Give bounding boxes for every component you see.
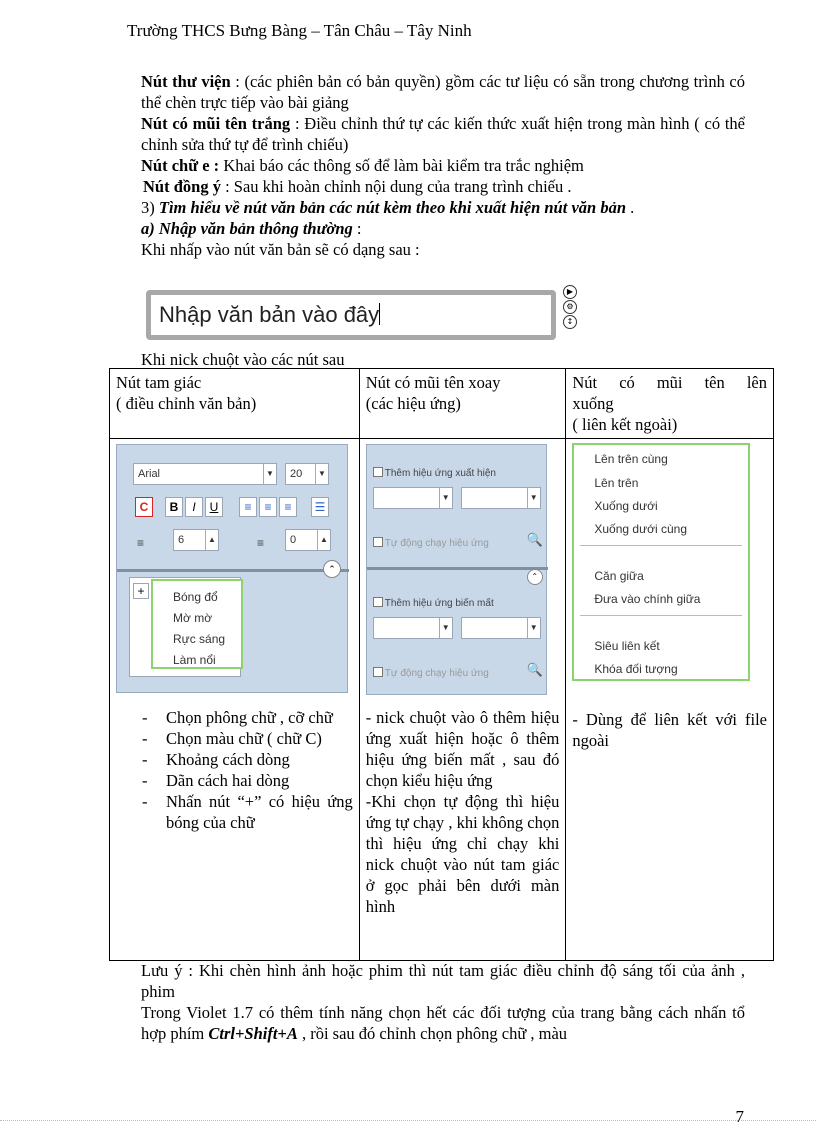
collapse-icon[interactable]: ⌃ xyxy=(323,560,341,578)
menu-item[interactable]: Khóa đối tượng xyxy=(594,662,678,676)
intro-block xyxy=(141,71,745,260)
rotate-notes: - nick chuột vào ô thêm hiệu ứng xuất hiện hoặc ô thêm hiệu ứng biến mất , sau đó chọn kiểu hiệu ứng -Khi chọn tự động thì hiệu ứng tự chạy , khi không chọn thì hiệu ứng chỉ chạy khi nick chuột vào nút tam giác ở gọc phải bên dưới màn hình xyxy=(365,708,560,916)
play-icon[interactable]: ▶ xyxy=(563,285,577,299)
cell-triangle xyxy=(110,439,360,961)
page-header: Trường THCS Bưng Bàng – Tân Châu – Tây Ninh xyxy=(127,21,472,40)
menu-item[interactable]: Mờ mờ xyxy=(173,611,213,625)
menu-item[interactable]: Bóng đổ xyxy=(173,590,218,604)
effects-panel xyxy=(366,444,547,695)
size-select[interactable]: 20 ▼ xyxy=(285,463,329,485)
bold-button[interactable]: B xyxy=(165,497,183,517)
buttons-table xyxy=(109,368,774,961)
cell-updown xyxy=(566,439,774,961)
menu-item[interactable]: Xuống dưới cùng xyxy=(594,522,687,536)
note: Lưu ý : Khi chèn hình ảnh hoặc phim thì nút tam giác điều chỉnh độ sáng tối của ảnh , phim xyxy=(141,961,745,1001)
menu-item[interactable]: Rực sáng xyxy=(173,632,226,646)
nick-instruction: Khi nick chuột vào các nút sau xyxy=(141,350,345,369)
disappear-effect-checkbox[interactable]: Thêm hiệu ứng biến mất xyxy=(373,593,494,614)
violet-tip: Trong Violet 1.7 có thêm tính năng chọn hết các đối tượng của trang bằng cách nhấn tổ hợp phím Ctrl+Shift+A , rồi sau đó chỉnh chọn phông chữ , màu xyxy=(141,1003,745,1043)
arrange-menu xyxy=(572,443,750,681)
appear-effect-checkbox[interactable]: Thêm hiệu ứng xuất hiện xyxy=(373,463,496,484)
paragraph-spacing-icon: ≡ xyxy=(257,536,265,550)
intro-white-arrow: Nút có mũi tên trắng : Điều chỉnh thứ tự các kiến thức xuất hiện trong màn hình ( có thể chỉnh sửa thứ tự để trình chiếu) xyxy=(141,114,745,154)
list-item: - Dãn cách hai dòng xyxy=(138,770,353,791)
settings-icon[interactable]: ⚙ xyxy=(563,300,577,314)
menu-item[interactable]: Siêu liên kết xyxy=(594,639,660,653)
text-format-panel xyxy=(116,444,348,693)
list-item: - Chọn màu chữ ( chữ C) xyxy=(138,728,353,749)
auto-run-checkbox-2[interactable]: Tự động chạy hiệu ứng xyxy=(373,663,489,684)
note-block xyxy=(141,960,745,1044)
intro-ok-button: Nút đồng ý : Sau khi hoàn chỉnh nội dung của trang trình chiếu . xyxy=(143,177,572,196)
footer-divider xyxy=(0,1120,816,1121)
section-3-title: 3) Tìm hiểu về nút văn bản các nút kèm theo khi xuất hiện nút văn bản . xyxy=(141,198,635,217)
preview-icon[interactable]: 🔍 xyxy=(526,532,543,547)
intro-e-button: Nút chữ e : Khai báo các thông số để làm bài kiểm tra trắc nghiệm xyxy=(141,156,584,175)
appear-speed-select[interactable]: ▼ xyxy=(461,487,541,509)
italic-button[interactable]: I xyxy=(185,497,203,517)
list-item: - Khoảng cách dòng xyxy=(138,749,353,770)
menu-item[interactable]: Xuống dưới xyxy=(594,499,658,513)
divider xyxy=(367,567,548,570)
font-select[interactable]: Arial ▼ xyxy=(133,463,277,485)
click-instruction: Khi nhấp vào nút văn bản sẽ có dạng sau : xyxy=(141,240,420,259)
table-body-row xyxy=(110,439,774,961)
line-spacing-icon: ≡ xyxy=(137,536,145,550)
align-center-icon[interactable]: ≡ xyxy=(259,497,277,517)
cell-rotate xyxy=(359,439,566,961)
divider xyxy=(580,615,742,616)
updown-note: - Dùng để liên kết với file ngoài xyxy=(572,710,767,750)
demo-text: Nhập văn bản vào đây xyxy=(159,302,380,327)
table-header-row xyxy=(110,369,774,439)
intro-library: Nút thư viện : (các phiên bản có bản quyền) gồm các tư liệu có sẵn trong chương trình có thể chèn trực tiếp vào bài giảng xyxy=(141,72,745,112)
page-number: 7 xyxy=(735,1107,744,1126)
line-spacing-input[interactable]: 6 ▲ xyxy=(173,529,219,551)
menu-item[interactable]: Lên trên xyxy=(594,476,639,490)
align-left-icon[interactable]: ≡ xyxy=(239,497,257,517)
header-rotate: Nút có mũi tên xoay (các hiệu ứng) xyxy=(359,369,566,439)
disappear-speed-select[interactable]: ▼ xyxy=(461,617,541,639)
list-icon[interactable]: ☰ xyxy=(311,497,329,517)
menu-item[interactable]: Đưa vào chính giữa xyxy=(594,592,701,606)
shadow-effect-menu xyxy=(151,579,243,669)
list-item: - Chọn phông chữ , cỡ chữ xyxy=(138,707,353,728)
collapse-icon[interactable]: ⌃ xyxy=(527,569,543,585)
header-updown: Nút có mũi tên lên xuống ( liên kết ngoài) xyxy=(566,369,774,439)
disappear-effect-select[interactable]: ▼ xyxy=(373,617,453,639)
divider xyxy=(117,569,349,572)
menu-item[interactable]: Làm nổi xyxy=(173,653,216,667)
menu-item[interactable]: Lên trên cùng xyxy=(594,452,668,466)
header-triangle: Nút tam giác ( điều chỉnh văn bản) xyxy=(110,369,360,439)
menu-item[interactable]: Căn giữa xyxy=(594,569,644,583)
preview-icon[interactable]: 🔍 xyxy=(526,662,543,677)
paragraph-spacing-input[interactable]: 0 ▲ xyxy=(285,529,331,551)
text-input-demo[interactable] xyxy=(146,290,556,340)
divider xyxy=(580,545,742,546)
list-item: - Nhấn nút “+” có hiệu ứng bóng của chữ xyxy=(138,791,353,833)
auto-run-checkbox[interactable]: Tự động chạy hiệu ứng xyxy=(373,533,489,554)
color-button[interactable]: C xyxy=(135,497,153,517)
link-icon[interactable]: ↕ xyxy=(563,315,577,329)
demo-side-icons xyxy=(563,285,579,330)
subsection-a-title: a) Nhập văn bản thông thường : xyxy=(141,219,362,238)
appear-effect-select[interactable]: ▼ xyxy=(373,487,453,509)
align-right-icon[interactable]: ≡ xyxy=(279,497,297,517)
underline-button[interactable]: U xyxy=(205,497,223,517)
add-shadow-button[interactable]: + xyxy=(133,583,149,599)
triangle-notes xyxy=(116,707,353,833)
